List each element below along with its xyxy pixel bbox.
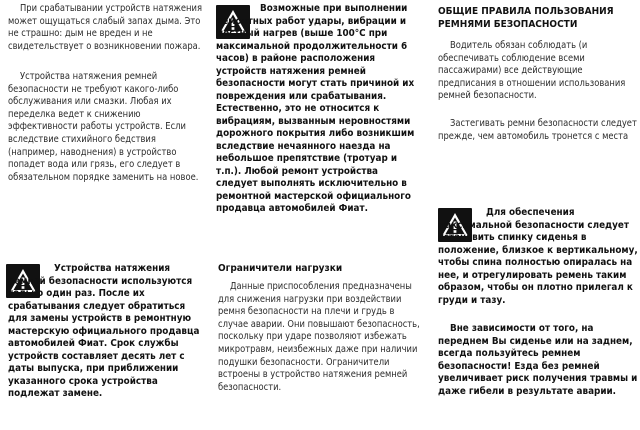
paragraph-driver-obligation: Водитель обязан соблюдать (и обеспечивать соблюдение всеми пассажирами) все действующие предписания в отношении использования ремней безопасности. xyxy=(438,40,626,102)
heading-general-rules: ОБЩИЕ ПРАВИЛА ПОЛЬЗОВАНИЯ РЕМНЯМИ БЕЗОПАСНОСТИ xyxy=(438,6,614,30)
heading-load-limiters: Ограничители нагрузки xyxy=(218,263,343,274)
warning-text-seat-position: Для обеспечения максимальной безопасности следует установить спинку сиденья в положение, близкое к вертикальному, чтобы спина полностью опиралась на нее, и отрегулировать ремень таким образом, чтобы он плотно прилегал к груди и тазу. xyxy=(438,207,638,306)
warning-text-single-use: Устройства натяжения ремней безопасности используются только один раз. После их срабатывания следует обратиться для замены устройств в ремонтную мастерскую официального продавца автомобилей Фиат. Срок службы устройств составляет десять лет с даты выпуска, при приближении указанного срока устройства подлежат замене. xyxy=(8,263,200,399)
paragraph-maintenance: Устройства натяжения ремней безопасности не требуют какого-либо обслуживания или смазки. Любая их переделка ведет к снижению эффективности работы устройств. Если вследствие стихийного бедствия (например, наводнения) в устройство попадет вода или грязь, его следует в обязательном порядке заменить на новое. xyxy=(8,71,199,183)
paragraph-smell: При срабатывании устройств натяжения может ощущаться слабый запах дыма. Это не страшно: дым не вреден и не свидетельствует о возникновении пожара. xyxy=(8,3,202,52)
warning-text-repair: Возможные при выполнении ремонтных работ удары, вибрации и местный нагрев (выше 100°C при максимальной продолжительности 6 часов) в районе расположения устройств натяжения ремней безопасности могут стать причиной их повреждения или срабатывания. Естественно, это не относится к вибрациям, вызванным неровностями дорожного покрытия либо возникшим вследствие нечаянного наезда на небольшое препятствие (тротуар и т.п.). Любой ремонт устройства следует выполнять исключительно в ремонтной мастерской официального продавца автомобилей Фиат. xyxy=(216,3,415,214)
paragraph-load-limiters: Данные приспособления предназначены для снижения нагрузки при воздействии ремня безопасности на плечи и грудь в случае аварии. Они повышают безопасность, поскольку при ударе позволяют избежать микротравм, неизбежных даже при наличии подушки безопасности. Ограничители встроены в устройство натяжения ремней безопасности. xyxy=(218,281,420,393)
paragraph-fasten: Застегивать ремни безопасности следует прежде, чем автомобиль тронется с места xyxy=(438,118,637,142)
warning-text-always-buckle: Вне зависимости от того, на переднем Вы сиденье или на заднем, всегда пользуйтесь ремнем безопасности! Езда без ремней увеличивает риск получения травмы и даже гибели в результате аварии. xyxy=(438,323,638,397)
